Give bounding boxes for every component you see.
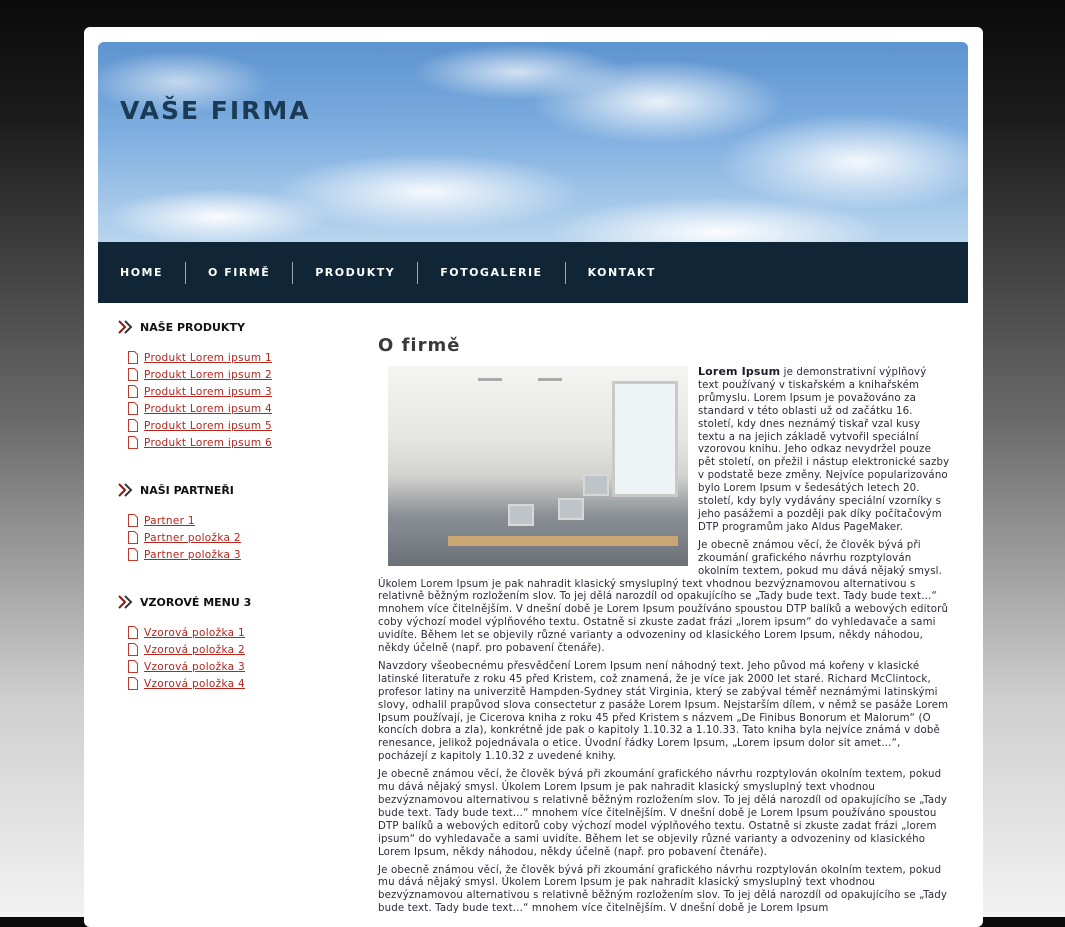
sidebar — [118, 319, 358, 723]
ceiling-lamp — [538, 378, 562, 381]
sidebar-list — [118, 512, 358, 563]
site-logo[interactable]: VAŠE FIRMA — [120, 96, 311, 125]
sidebar-link[interactable]: Vzorová položka 3 — [144, 660, 246, 673]
monitor — [558, 498, 584, 520]
page-title: O firmě — [378, 335, 461, 356]
document-icon — [128, 402, 138, 415]
sidebar-heading-label: NAŠI PARTNEŘI — [140, 483, 234, 497]
sidebar-link[interactable]: Vzorová položka 2 — [144, 643, 246, 656]
list-item — [128, 383, 358, 400]
sidebar-link[interactable]: Produkt Lorem ipsum 1 — [144, 351, 272, 364]
document-icon — [128, 531, 138, 544]
document-icon — [128, 677, 138, 690]
document-icon — [128, 368, 138, 381]
sidebar-link[interactable]: Produkt Lorem ipsum 5 — [144, 419, 272, 432]
paragraph: Je obecně známou věcí, že člověk bývá při zkoumání grafického návrhu rozptylován okolním textem, pokud mu dává nějaký smysl. Úkolem Lorem Ipsum je pak nahradit klasický smysluplný text vhodnou bezvýznamovou alternativou s relativně běžným rozložením slov. To jej dělá narozdíl od opakujícího se „Tady bude text. Tady bude text…“ mnohem více čitelnějším. V dnešní době je Lorem Ipsum — [378, 864, 948, 915]
list-item — [128, 641, 358, 658]
article-body — [378, 366, 950, 916]
list-item — [128, 366, 358, 383]
sidebar-heading — [118, 482, 358, 498]
sidebar-link[interactable]: Partner 1 — [144, 514, 195, 527]
sidebar-block-partners — [118, 482, 358, 563]
ceiling-lamp — [478, 378, 502, 381]
sidebar-heading-label: NAŠE PRODUKTY — [140, 320, 245, 334]
list-item — [128, 624, 358, 641]
list-item — [128, 546, 358, 563]
paragraph: Je obecně známou věcí, že člověk bývá při zkoumání grafického návrhu rozptylován okolním textem, pokud mu dává nějaký smysl. Úkolem Lorem Ipsum je pak nahradit klasický smysluplný text vhodnou bezvýznamovou alternativou s relativně běžným rozložením slov. To jej dělá narozdíl od opakujícího se „Tady bude text. Tady bude text…“ mnohem více čitelnějším. V dnešní době je Lorem Ipsum používáno spoustou DTP balíků a webových editorů coby výchozí model výplňového textu. Ostatně si zkuste zadat frázi „lorem ipsum“ do vyhledavače a sami uvidíte. Během let se objevily různé varianty a odvozeniny od klasického Lorem Ipsum, někdy náhodou, někdy účelně (např. pro pobavení čtenáře). — [378, 539, 949, 655]
nav-item-home[interactable]: HOME — [120, 265, 164, 279]
document-icon — [128, 643, 138, 656]
double-chevron-icon — [118, 483, 136, 497]
document-icon — [128, 351, 138, 364]
nav-item-gallery[interactable]: FOTOGALERIE — [440, 265, 543, 279]
sidebar-heading — [118, 319, 358, 335]
sidebar-link[interactable]: Produkt Lorem ipsum 6 — [144, 436, 272, 449]
list-item — [128, 512, 358, 529]
monitor — [583, 474, 609, 496]
desk — [448, 536, 678, 546]
page-container — [84, 27, 983, 927]
document-icon — [128, 626, 138, 639]
document-icon — [128, 436, 138, 449]
list-item — [128, 434, 358, 451]
intro-bold: Lorem Ipsum — [698, 365, 781, 378]
sidebar-link[interactable]: Partner položka 2 — [144, 531, 241, 544]
sidebar-heading-label: VZOROVÉ MENU 3 — [140, 595, 252, 609]
sidebar-link[interactable]: Vzorová položka 4 — [144, 677, 246, 690]
list-item — [128, 349, 358, 366]
paragraph: Navzdory všeobecnému přesvědčení Lorem Ipsum není náhodný text. Jeho původ má kořeny v klasické latinské literatuře z roku 45 před Kristem, což znamená, že je více jak 2000 let staré. Richard McClintock, profesor latiny na univerzitě Hampden-Sydney stát Virginia, který se zabýval téměř neznámými latinskými slovy, odhalil prapůvod slova consectetur z pasáže Lorem Ipsum. Nejstarším dílem, v němž se pasáže Lorem Ipsum používají, je Cicerova kniha z roku 45 před Kristem s názvem „De Finibus Bonorum et Malorum“ (O koncích dobra a zla), konkrétně jde pak o kapitoly 1.10.32 a 1.10.33. Tato kniha byla nejvíce známá v době renesance, jelikož pojednávala o etice. Úvodní řádky Lorem Ipsum, „Lorem ipsum dolor sit amet…“, pocházejí z kapitoly 1.10.32 z uvedené knihy. — [378, 660, 949, 763]
sidebar-link[interactable]: Produkt Lorem ipsum 2 — [144, 368, 272, 381]
office-window — [612, 381, 678, 497]
double-chevron-icon — [118, 320, 136, 334]
main-navigation — [98, 242, 968, 303]
sidebar-heading — [118, 594, 358, 610]
main-content — [378, 335, 950, 921]
double-chevron-icon — [118, 595, 136, 609]
sidebar-list — [118, 624, 358, 692]
sidebar-link[interactable]: Produkt Lorem ipsum 3 — [144, 385, 272, 398]
nav-item-about[interactable]: O FIRMĚ — [208, 265, 271, 279]
sidebar-link[interactable]: Vzorová položka 1 — [144, 626, 246, 639]
monitor — [508, 504, 534, 526]
sidebar-list — [118, 349, 358, 451]
list-item — [128, 417, 358, 434]
sidebar-link[interactable]: Partner položka 3 — [144, 548, 241, 561]
document-icon — [128, 548, 138, 561]
paragraph: Je obecně známou věcí, že člověk bývá při zkoumání grafického návrhu rozptylován okolním textem, pokud mu dává nějaký smysl. Úkolem Lorem Ipsum je pak nahradit klasický smysluplný text vhodnou bezvýznamovou alternativou s relativně běžným rozložením slov. To jej dělá narozdíl od opakujícího se „Tady bude text. Tady bude text…“ mnohem více čitelnějším. V dnešní době je Lorem Ipsum používáno spoustou DTP balíků a webových editorů coby výchozí model výplňového textu. Ostatně si zkuste zadat frázi „lorem ipsum“ do vyhledavače a sami uvidíte. Během let se objevily různé varianty a odvozeniny od klasického Lorem Ipsum, někdy náhodou, někdy účelně (např. pro pobavení čtenáře). — [378, 769, 948, 858]
list-item — [128, 529, 358, 546]
document-icon — [128, 514, 138, 527]
list-item — [128, 400, 358, 417]
document-icon — [128, 385, 138, 398]
sidebar-block-products — [118, 319, 358, 451]
sidebar-block-menu3 — [118, 594, 358, 692]
list-item — [128, 675, 358, 692]
list-item — [128, 658, 358, 675]
nav-item-products[interactable]: PRODUKTY — [315, 265, 396, 279]
sidebar-link[interactable]: Produkt Lorem ipsum 4 — [144, 402, 272, 415]
intro-text: je demonstrativní výplňový text používaný v tiskařském a knihařském průmyslu. Lorem Ipsum je považováno za standard v této oblasti už od začátku 16. století, kdy dnes neznámý tiskař vzal kusy textu a na jejich základě vytvořil speciální vzorovou knihu. Jeho odkaz nevydržel pouze pět století, on přežil i nástup elektronické sazby v podstatě beze změny. Nejvíce popularizováno bylo Lorem Ipsum v šedesátých letech 20. století, kdy byly vydávány speciální vzorníky s jeho pasážemi a později pak díky počítačovým DTP programům jako Aldus PageMaker. — [698, 367, 950, 533]
nav-item-contact[interactable]: KONTAKT — [587, 265, 656, 279]
document-icon — [128, 660, 138, 673]
office-photo — [388, 366, 688, 566]
header-banner — [98, 42, 968, 242]
document-icon — [128, 419, 138, 432]
